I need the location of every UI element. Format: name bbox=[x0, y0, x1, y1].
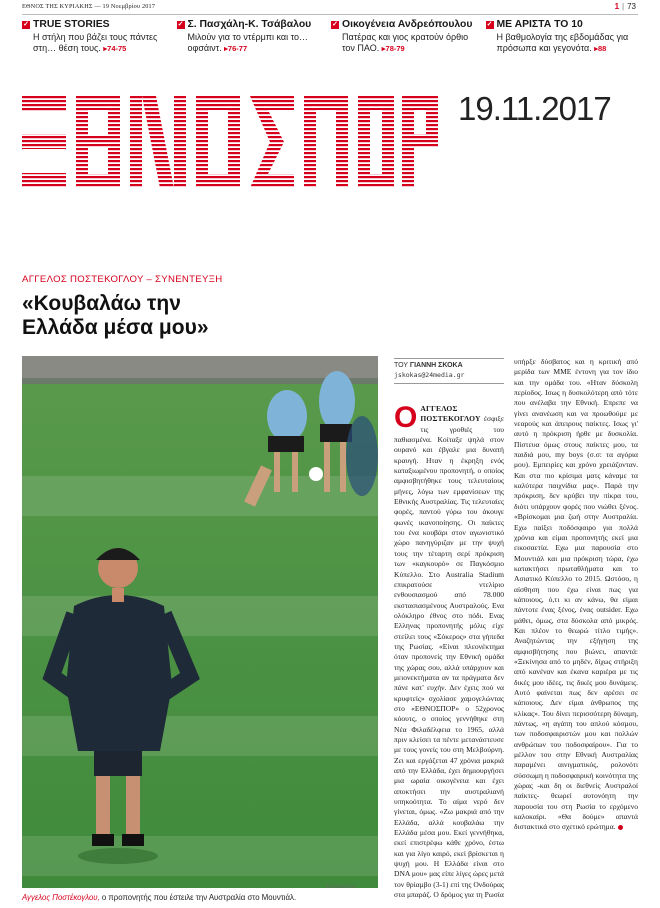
checkbox-icon: ✓ bbox=[177, 21, 184, 28]
checkbox-icon: ✓ bbox=[332, 21, 338, 28]
author-email[interactable]: jskokas@24media.gr bbox=[394, 371, 465, 379]
article-photo bbox=[22, 356, 378, 888]
photo-credit: EUROKINISSI bbox=[326, 884, 356, 889]
masthead-date: 19.11.2017 bbox=[458, 90, 611, 127]
header-publication: ΕΘΝΟΣ ΤΗΣ ΚΥΡΙΑΚΗΣ — 19 Νοεμβρίου 2017 bbox=[22, 3, 156, 10]
photo-caption: Αγγελος Ποστέκογλου, ο προπονητής που έστειλε την Αυστραλία στο Μουντιάλ. bbox=[22, 893, 297, 902]
header-divider bbox=[22, 14, 638, 15]
end-mark-icon bbox=[618, 825, 623, 830]
ethnosport-logo bbox=[22, 92, 438, 192]
teaser-item[interactable]: ✓ ΜΕ ΑΡΙΣΤΑ ΤΟ 10 Η βαθμολογία της εβδομάδας για πρόσωπα και γεγονότα. ▸88 bbox=[486, 19, 629, 53]
teaser-item[interactable]: ✓ Σ. Πασχάλη-Κ. Τσάβαλου Μιλούν για το ντέρμπι και το… οφσάιντ. ▸76-77 bbox=[177, 19, 312, 53]
article-kicker: ΑΓΓΕΛΟΣ ΠΟΣΤΕΚΟΓΛΟΥ – ΣΥΝΕΝΤΕΥΞΗ bbox=[22, 274, 223, 285]
article-column-1: ΟΑΓΓΕΛΟΣ ΠΟΣΤΕΚΟΓΛΟΥ έσφιξε τις γροθιές του παθιασμένα. Κοίταξε ψηλά στον ουρανό και έβγαλε μια δυνατή κραυγή. Ηταν η έκρηξη ενός καταξιωμένου προπονητή, ο οποίος αμφισβητήθηκε τους τελευταίους μήνες, λόγω των εμφανίσεων της Εθνικής Αυστραλίας. Τις τελευταίες φορές, παντού γύρω του άκουγε φωνές ικανοποίησης. Οι παίκτες του ένα κουβάρι στον αγωνιστικό χώρο πανηγύριζαν με την ψυχή τους την τέταρτη σερί πρόκριση των «καγκουρό» σε Παγκόσμιο Κύπελλο. Στο Australia Stadium επικρατούσε ντελίριο ενθουσιασμού από 78.000 εκστασιασμένους Αυστραλούς. Ενα ολόκληρο έθνος στο πόδι. Ενας Ελληνας προπονητής μόλις είχε στείλει τους «Σόκερος» στα γήπεδα της Ρωσίας. «Είναι πλεονέκτημα όταν προπονείς την Εθνική ομάδα της χώρας σου, αλλά υπάρχουν και μειονεκτήματα αν τα πράγματα δεν πάνε κατ' ευχήν. Δεν έχεις πού να κρυφτείς» σχολίασε χαμογελώντας στο «ΕΘΝΟΣΠΟΡ» ο 52χρονος κόουτς, ο οποίος γεννήθηκε στη Νέα Φιλαδέλφεια το 1965, αλλά πριν κλείσει τα πέντε μετανάστευσε με τους γονείς του στη Μελβούρνη. Ζει και εργάζεται 47 χρόνια μακριά από την Ελλάδα, έχει δημιουργήσει μια ωραία οικογένεια και έχει αποκτήσει την αυστραλιανή υπηκοότητα. Το αίμα νερό δεν γίνεται, όμως. «Ζω μακριά από την Ελλάδα, αλλά κουβαλάω την Ελλάδα μέσα μου. Εκεί γεννήθηκα, εκεί επιστρέφω κάθε χρόνο, έστω και για λίγο καιρό, εκεί βρίσκεται η ψυχή μου. Η Ελλάδα είναι στο DNA μου» μας είπε λίγες ώρες μετά τον θρίαμβο (3-1) επί της Ονδούρας στα μπαράζ. Ο δρόμος για τη Ρωσία bbox=[394, 401, 504, 900]
teaser-item[interactable]: ✓ TRUE STORIES Η στήλη που βάζει τους πάντες στη… θέση τους. ▸74-75 bbox=[23, 19, 158, 53]
header-page-number: 1 | 73 bbox=[614, 2, 636, 11]
page-header bbox=[0, 0, 660, 14]
checkbox-icon: ✓ bbox=[23, 21, 29, 28]
article-byline: ΤΟΥ ΓΙΑΝΝΗ ΣΚΟΚΑ jskokas@24media.gr bbox=[394, 358, 504, 384]
teaser-item[interactable]: ✓ Οικογένεια Ανδρεόπουλου Πατέρας και γιος κρατούν όρθιο τον ΠΑΟ. ▸78-79 bbox=[332, 19, 473, 53]
masthead-logo bbox=[22, 92, 438, 192]
teaser-strip bbox=[22, 19, 640, 63]
article-column-2: υπήρξε δύσβατος και η κριτική από μερίδα των ΜΜΕ έντονη για τον ίδιο και την ομάδα του. «Ηταν δύσκολη περίοδος. Ισως η δυσκολότερη από τότε που ανέλαβα την Εθνική. Επρεπε να γίνει ανανέωση και να προωθούμε με νεαρούς και άπειρους παίκτες. Ισως γι' αυτό η πρόκριση ήρθε με δυσκολία. Πίστευα όμως στους παίκτες μου, τα παιδιά μου, my boys (σ.σ: τα αγόρια μου). Εμπειρίες και χρόνο χρειάζονταν. Και στα πιο κρίσιμα ματς κάναμε τα καλύτερα παιχνίδια μας». Παρά την πρόκριση, δεν κρύβει την πίκρα του, διότι υπάρχουν φορές που νιώθει ξένος. «Βρίσκομαι μια ζωή στην Αυστραλία. Εχω παίξει ποδόσφαιρο για πολλά χρόνια και είμαι προπονητής εκεί μια εικοσαετία. Εχω μια παρουσία στο Μουντιάλ και μια πρόκριση τώρα, έχω κατακτήσει πρωταθλήματα και το Ασιατικό Κύπελλο το 2015. Ωστόσο, η αίσθηση που έχω είναι πως για κάποιους, ό,τι κι αν κάνω, θα είμαι πάντοτε ένας ξένος, ένας outsider. Εχω μάθει, όμως, στα δύσκολα από μικρός. Και πλέον το θεωρώ τίτλο τιμής». Αναζητώντας την εξήγηση της αμφισβήτησης που βιώνει, απαντά: «Ξεκίνησα από το μηδέν, δίχως στήριξη από κανέναν και έκανα καριέρα με τις δικές μου ιδέες, τις δικές μου δυνάμεις. Αυτό φαίνεται πως δεν αρέσει σε κάποιους. Δεν είμαι άνθρωπος της κλίκας». Του δίνει περισσότερη δύναμη, πάντως, «η αγάπη του απλού κόσμου, των ποδοσφαιριστών μου και πολλών ανθρώπων του ποδοσφαίρου». Για το μέλλον του στην Εθνική Αυστραλίας παραμένει αινιγματικός, ρολονότι σύσσωμη η ποδοσφαιρική κοινότητα της χώρας -και δη οι διεθνείς Αυστραλοί παίκτες- θεωρεί αυτονόητη την παρουσία του στη Ρωσία το ερχόμενο καλοκαίρι. «Θα δούμε» απαντά διστακτικά στο σχετικό ερώτημα. bbox=[514, 357, 638, 832]
article-headline: «Κουβαλάω την Ελλάδα μέσα μου» bbox=[22, 292, 209, 339]
coach-training-photo bbox=[22, 356, 378, 888]
drop-cap: Ο bbox=[394, 401, 418, 434]
checkbox-icon: ✓ bbox=[486, 21, 493, 28]
